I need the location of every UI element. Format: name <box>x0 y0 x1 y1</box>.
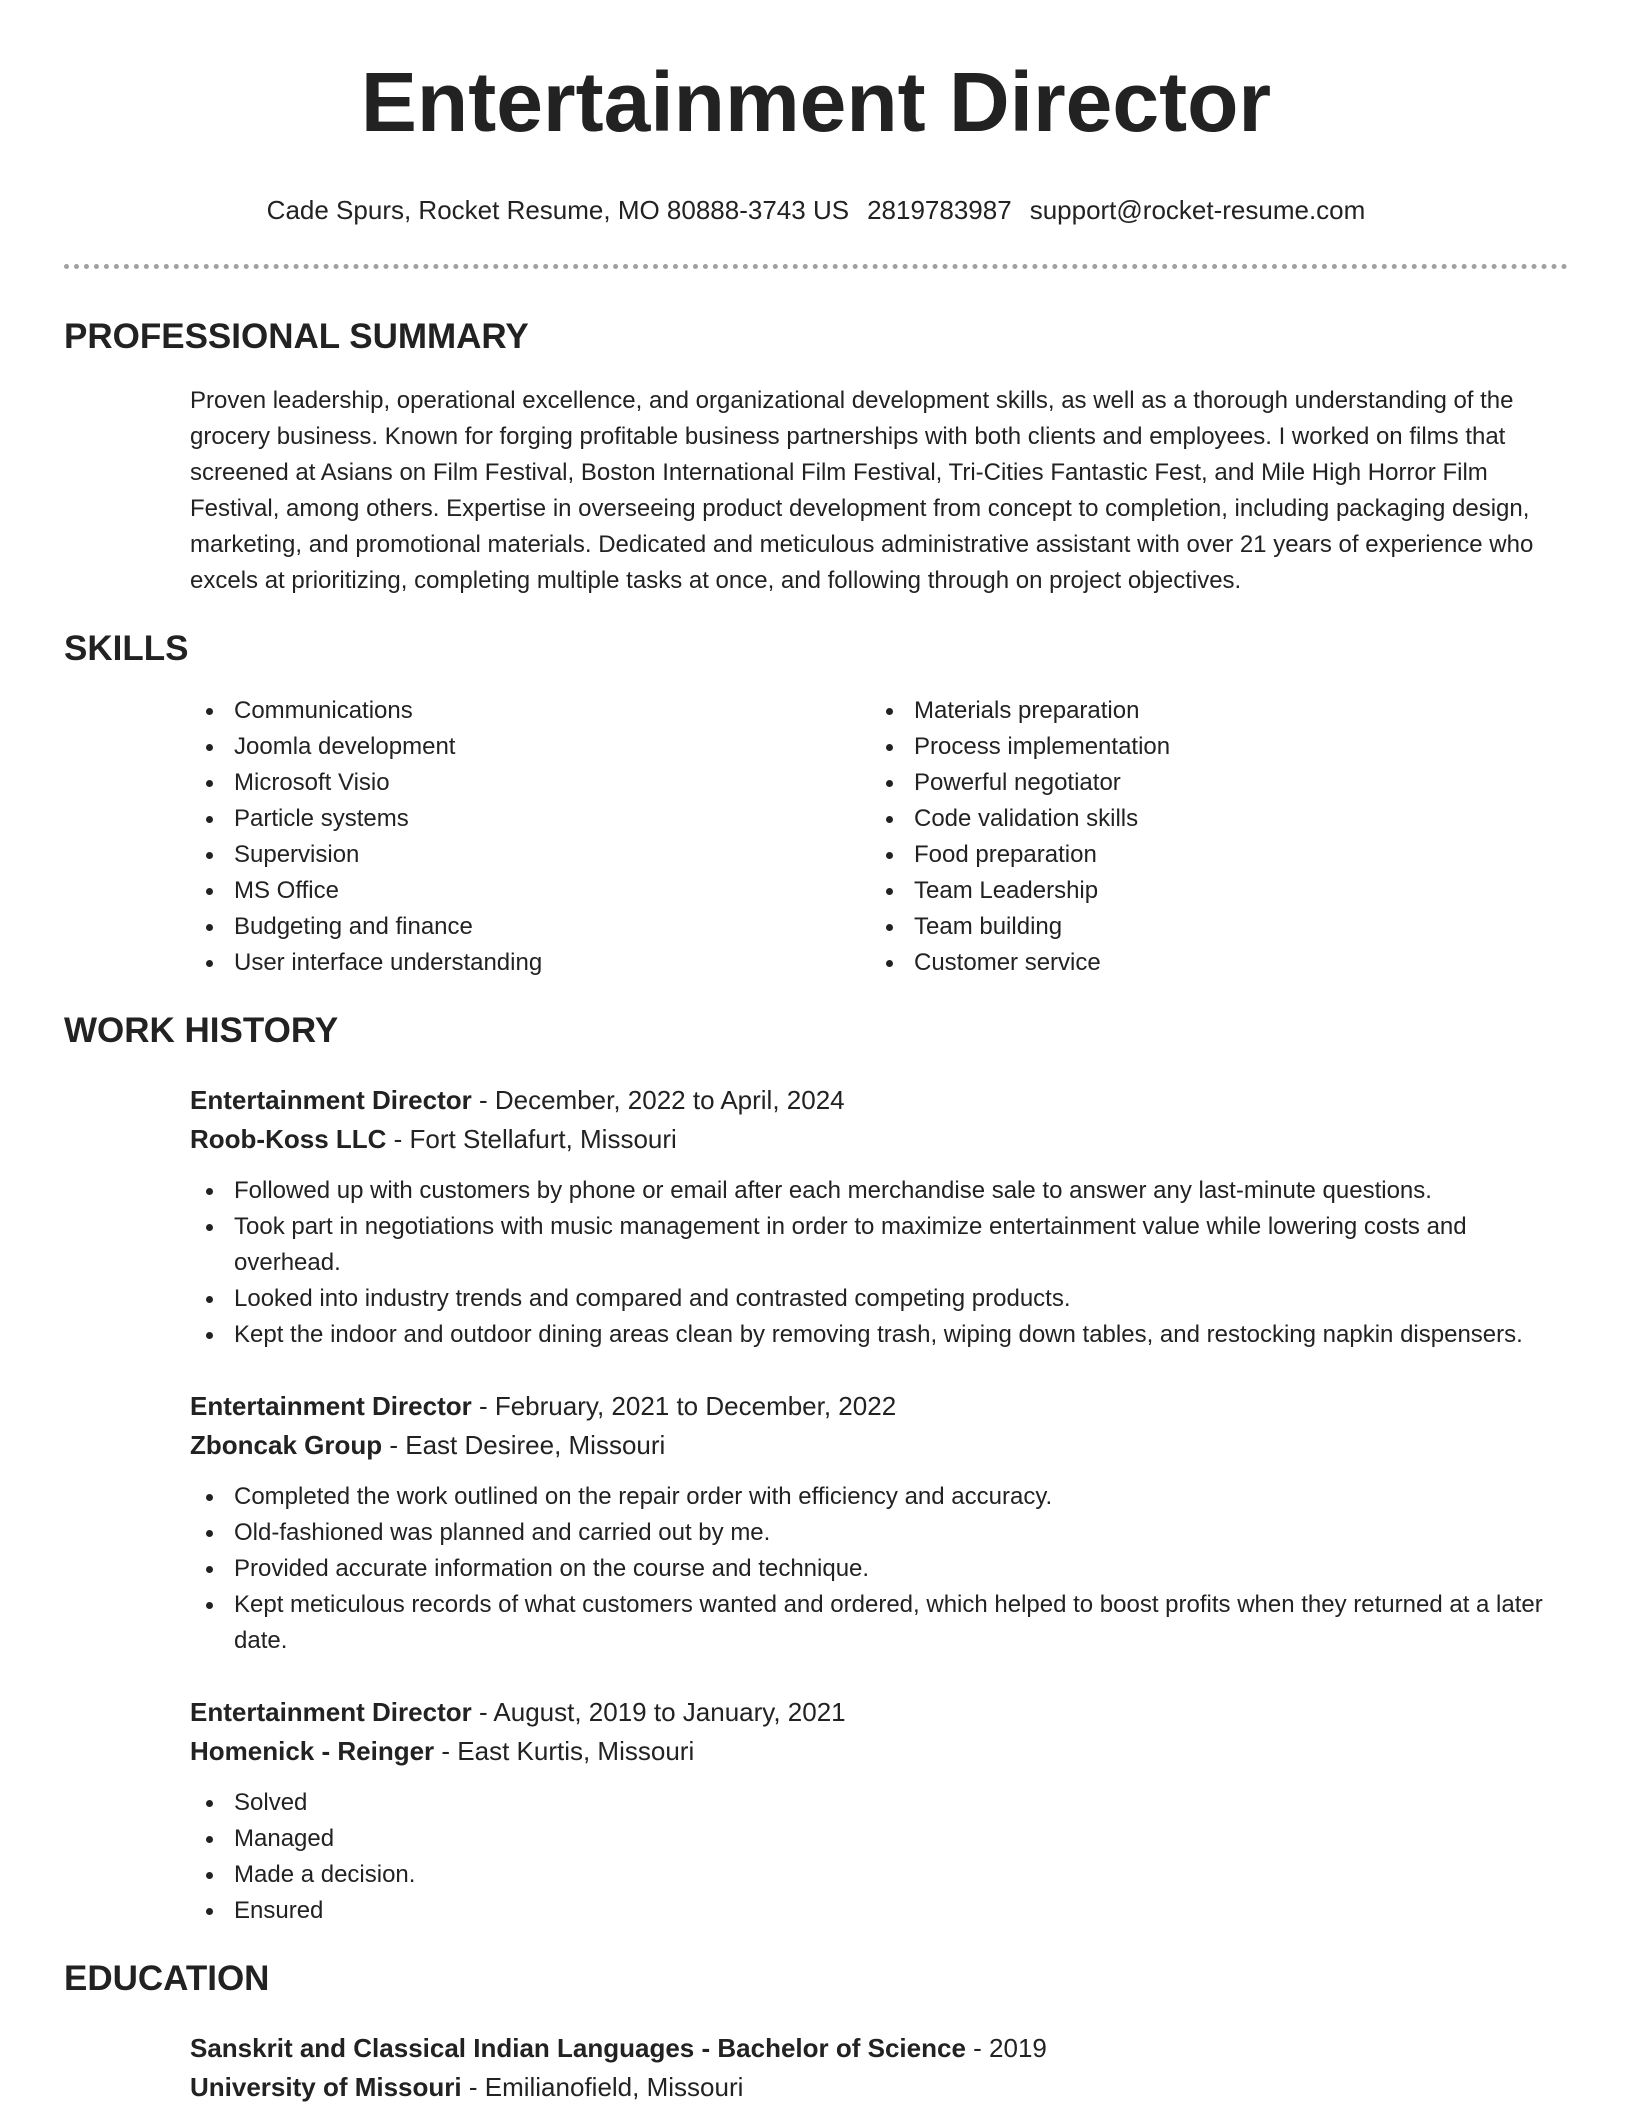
job-duty: Took part in negotiations with music management in order to maximize entertainment value while lowering costs and overhead. <box>190 1209 1568 1281</box>
job-company-line <box>190 1426 1568 1465</box>
skills-list <box>190 693 1568 981</box>
job-duty: Kept meticulous records of what customers wanted and ordered, which helped to boost profits when they returned at a later date. <box>190 1587 1568 1659</box>
contact-email: support@rocket-resume.com <box>1029 195 1366 225</box>
education-degree-line <box>190 2029 1568 2068</box>
job-company: Roob-Koss LLC <box>190 1124 387 1154</box>
summary-heading: PROFESSIONAL SUMMARY <box>64 317 529 356</box>
job-title-line <box>190 1081 1568 1120</box>
job-title-line <box>190 1387 1568 1426</box>
skill-item: Powerful negotiator <box>870 765 1550 801</box>
job-company-line <box>190 1120 1568 1159</box>
skills-column-left <box>190 693 870 981</box>
job-company-line <box>190 1732 1568 1771</box>
job-duty: Ensured <box>190 1893 1568 1929</box>
job-title: Entertainment Director <box>190 1391 472 1421</box>
job-entry <box>190 1387 1568 1659</box>
job-duty: Managed <box>190 1821 1568 1857</box>
resume-page <box>64 0 1568 2107</box>
contact-phone: 2819783987 <box>867 195 1012 225</box>
education-year: - 2019 <box>965 2033 1047 2063</box>
job-duty: Looked into industry trends and compared and contrasted competing products. <box>190 1281 1568 1317</box>
skill-item: Process implementation <box>870 729 1550 765</box>
job-entry <box>190 1693 1568 1929</box>
job-entry <box>190 1081 1568 1353</box>
job-duties <box>190 1173 1568 1353</box>
skill-item: Customer service <box>870 945 1550 981</box>
job-duty: Made a decision. <box>190 1857 1568 1893</box>
job-duties <box>190 1785 1568 1929</box>
job-duty: Old-fashioned was planned and carried out by me. <box>190 1515 1568 1551</box>
job-duty: Kept the indoor and outdoor dining areas clean by removing trash, wiping down tables, and restocking napkin dispensers. <box>190 1317 1568 1353</box>
header-divider <box>64 264 1568 269</box>
skill-item: Team building <box>870 909 1550 945</box>
job-duty: Provided accurate information on the course and technique. <box>190 1551 1568 1587</box>
job-dates: - August, 2019 to January, 2021 <box>471 1697 846 1727</box>
education-entry <box>190 2029 1568 2107</box>
contact-line <box>64 194 1568 226</box>
skill-item: Joomla development <box>190 729 870 765</box>
work-history-heading: WORK HISTORY <box>64 1011 339 1050</box>
job-duties <box>190 1479 1568 1659</box>
job-company: Homenick - Reinger <box>190 1736 435 1766</box>
skills-column-right <box>870 693 1550 981</box>
job-title: Entertainment Director <box>190 1697 472 1727</box>
skills-heading: SKILLS <box>64 629 189 668</box>
summary-text: Proven leadership, operational excellence, and organizational development skills, as well as a thorough understanding of the grocery business. Known for forging profitable business partnerships with both clients and employees. I worked on films that screened at Asians on Film Festival, Boston International Film Festival, Tri-Cities Fantastic Fest, and Mile High Horror Film Festival, among others. Expertise in overseeing product development from concept to completion, including packaging design, marketing, and promotional materials. Dedicated and meticulous administrative assistant with over 21 years of experience who excels at prioritizing, completing multiple tasks at once, and following through on project objectives. <box>190 387 1534 594</box>
education-heading: EDUCATION <box>64 1959 270 1998</box>
education-degree: Sanskrit and Classical Indian Languages - Bachelor of Science <box>190 2033 966 2063</box>
job-title: Entertainment Director <box>190 1085 472 1115</box>
job-location: - East Desiree, Missouri <box>382 1430 666 1460</box>
skill-item: Microsoft Visio <box>190 765 870 801</box>
skill-item: Code validation skills <box>870 801 1550 837</box>
education-location: - Emilianofield, Missouri <box>461 2072 744 2102</box>
job-dates: - December, 2022 to April, 2024 <box>471 1085 845 1115</box>
education-school-line <box>190 2068 1568 2107</box>
skill-item: User interface understanding <box>190 945 870 981</box>
skill-item: Communications <box>190 693 870 729</box>
job-location: - East Kurtis, Missouri <box>434 1736 695 1766</box>
job-duty: Solved <box>190 1785 1568 1821</box>
resume-title: Entertainment Director <box>360 55 1272 149</box>
job-location: - Fort Stellafurt, Missouri <box>386 1124 677 1154</box>
skill-item: Materials preparation <box>870 693 1550 729</box>
skill-item: Supervision <box>190 837 870 873</box>
job-title-line <box>190 1693 1568 1732</box>
skill-item: Food preparation <box>870 837 1550 873</box>
skill-item: Particle systems <box>190 801 870 837</box>
skill-item: MS Office <box>190 873 870 909</box>
education-school: University of Missouri <box>190 2072 462 2102</box>
skill-item: Budgeting and finance <box>190 909 870 945</box>
job-duty: Followed up with customers by phone or email after each merchandise sale to answer any last-minute questions. <box>190 1173 1568 1209</box>
contact-address: Cade Spurs, Rocket Resume, MO 80888-3743 US <box>266 195 850 225</box>
job-dates: - February, 2021 to December, 2022 <box>471 1391 897 1421</box>
job-duty: Completed the work outlined on the repair order with efficiency and accuracy. <box>190 1479 1568 1515</box>
skill-item: Team Leadership <box>870 873 1550 909</box>
job-company: Zboncak Group <box>190 1430 383 1460</box>
